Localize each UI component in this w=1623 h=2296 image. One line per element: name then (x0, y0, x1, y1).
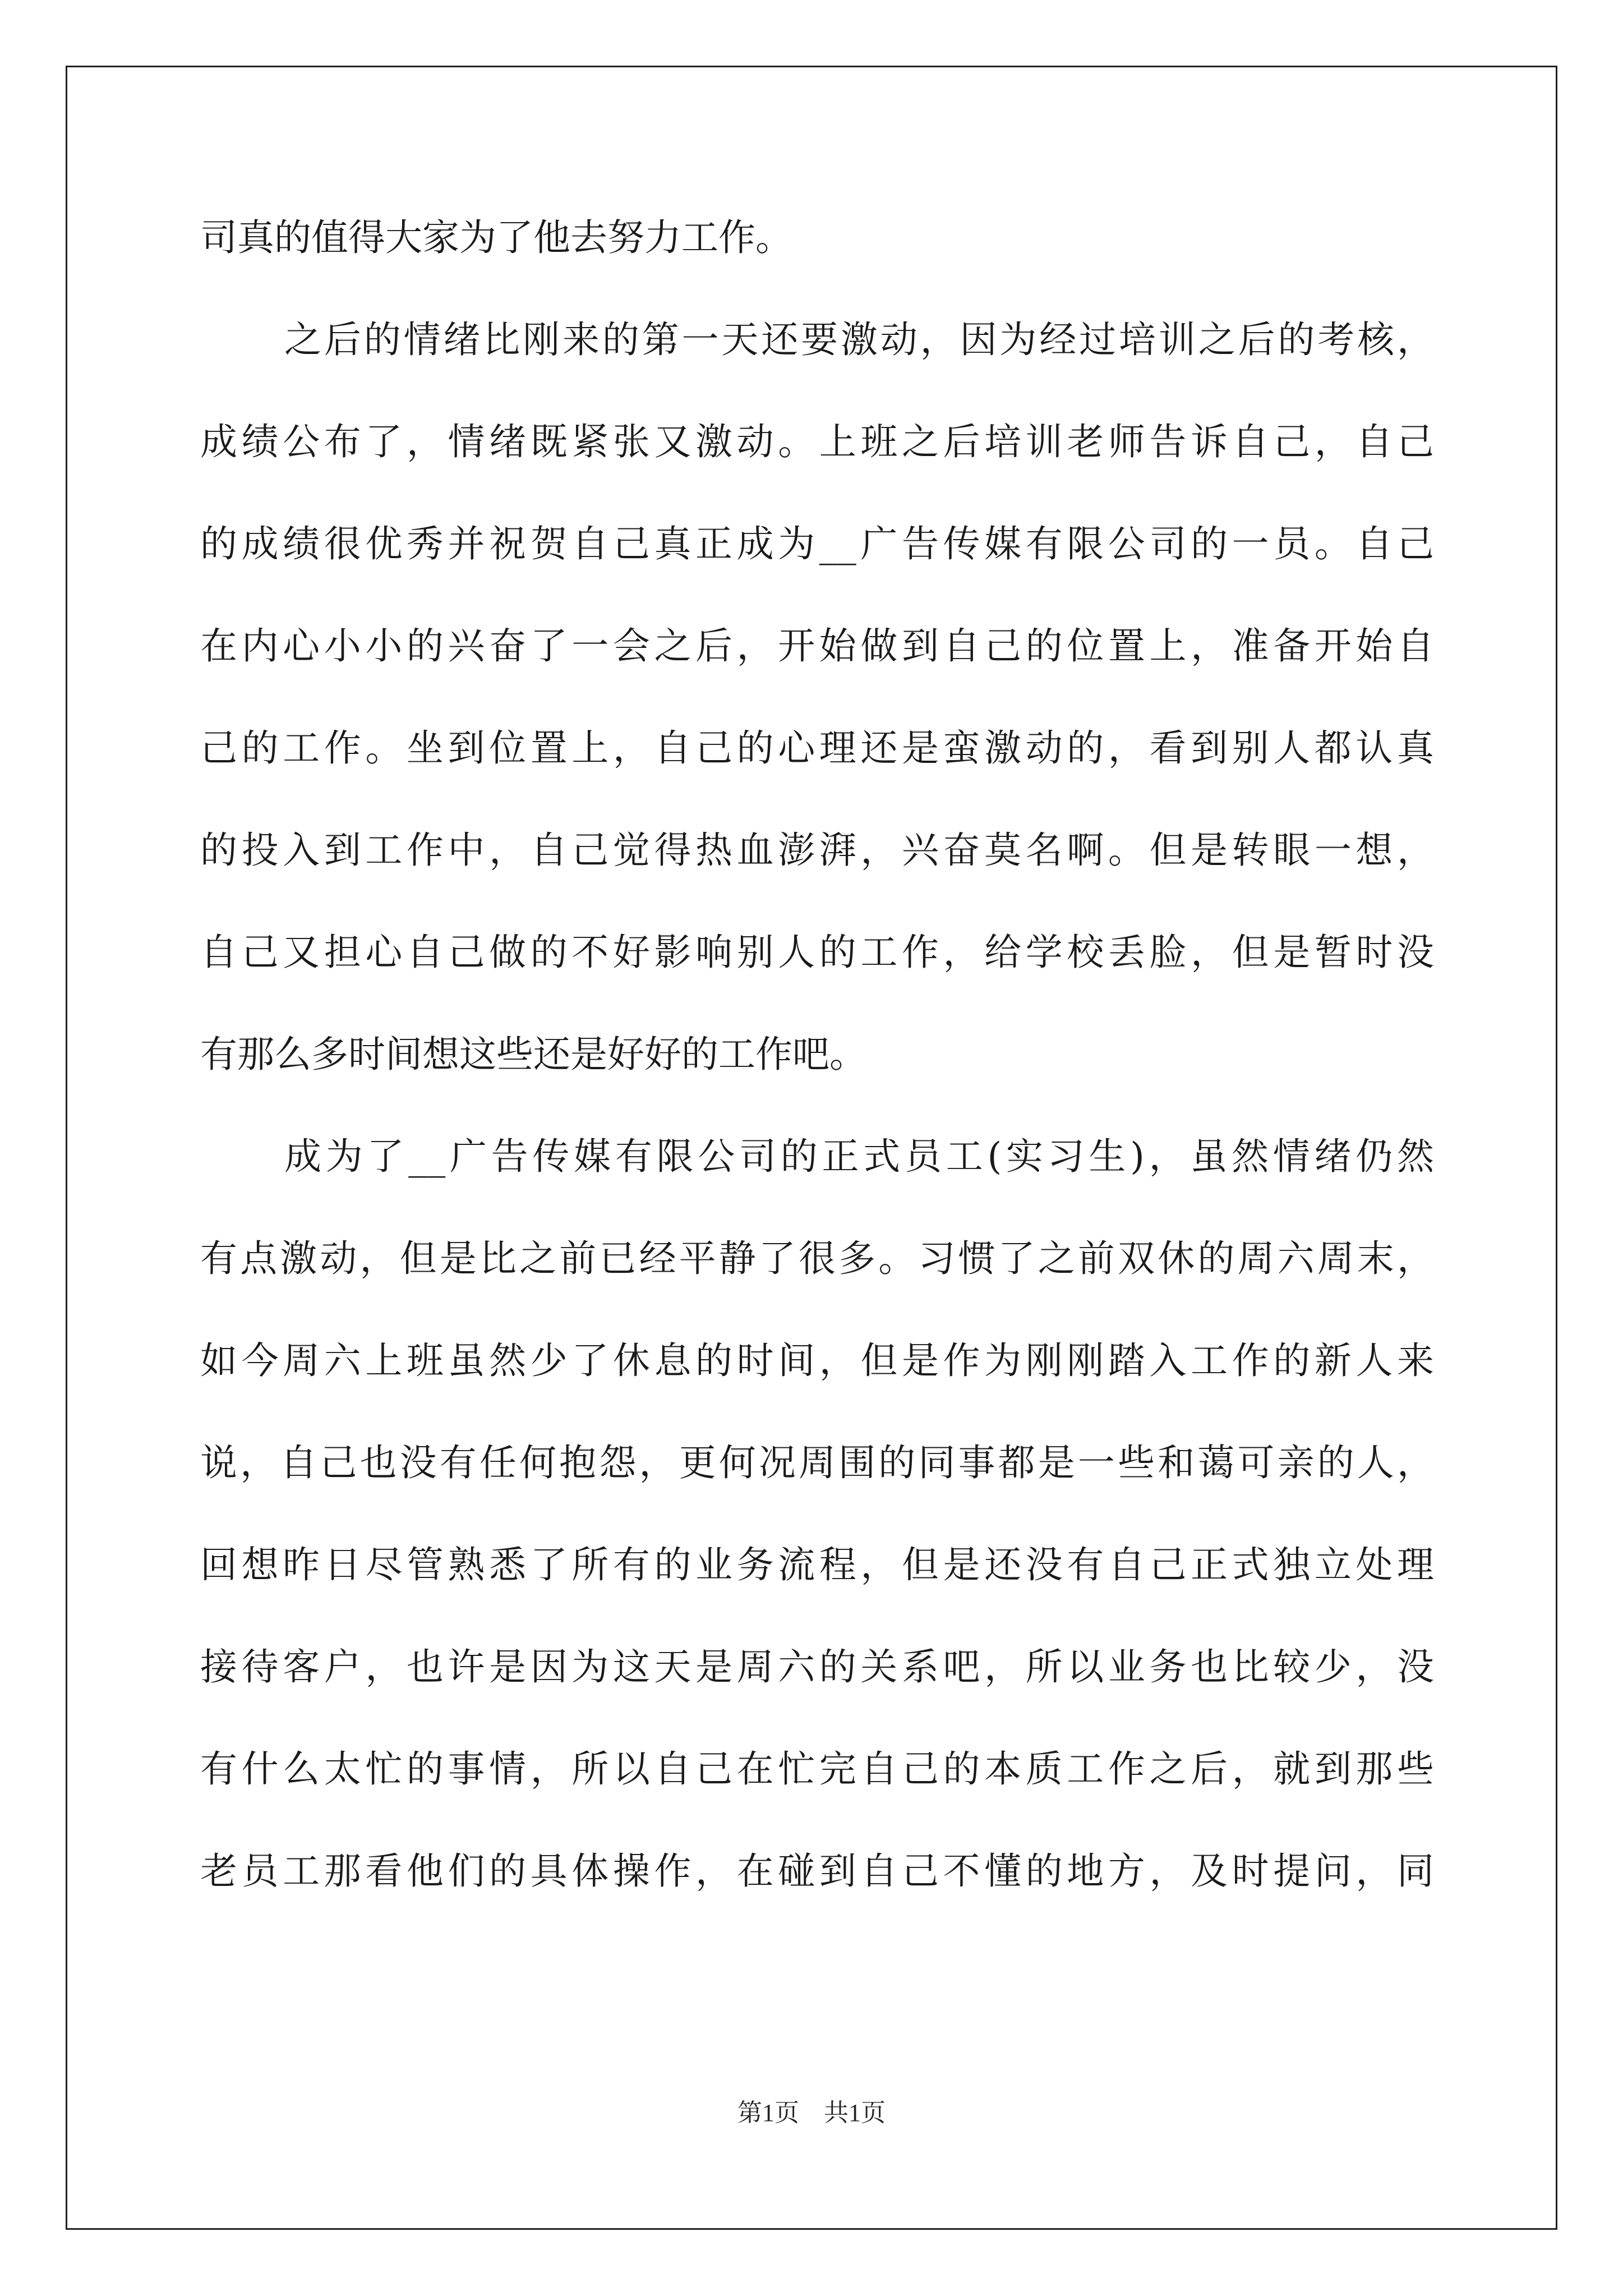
text-line: 回想昨日尽管熟悉了所有的业务流程，但是还没有自己正式独立处理 (200, 1543, 1434, 1586)
text-line: 在内心小小的兴奋了一会之后，开始做到自己的位置上，准备开始自 (200, 624, 1434, 668)
text-line: 的成绩很优秀并祝贺自己真正成为__广告传媒有限公司的一员。自己 (200, 522, 1434, 565)
text-line: 己的工作。坐到位置上，自己的心理还是蛮激动的，看到别人都认真 (200, 726, 1434, 770)
paragraph-start-line: 成为了__广告传媒有限公司的正式员工(实习生)，虽然情绪仍然 (284, 1135, 1434, 1178)
text-line: 有点激动，但是比之前已经平静了很多。习惯了之前双休的周六周末， (200, 1237, 1434, 1280)
page-footer: 第1页 共1页 (737, 2099, 886, 2127)
document-body (200, 210, 1434, 1946)
text-line: 自己又担心自己做的不好影响别人的工作，给学校丢脸，但是暂时没 (200, 931, 1434, 974)
text-line: 有那么多时间想这些还是好好的工作吧。 (200, 1033, 866, 1076)
text-line: 有什么太忙的事情，所以自己在忙完自己的本质工作之后，就到那些 (200, 1747, 1434, 1791)
paragraph-start-line: 之后的情绪比刚来的第一天还要激动，因为经过培训之后的考核， (284, 318, 1434, 361)
text-line: 成绩公布了，情绪既紧张又激动。上班之后培训老师告诉自己，自己 (200, 420, 1434, 463)
text-line: 接待客户，也许是因为这天是周六的关系吧，所以业务也比较少，没 (200, 1645, 1434, 1688)
text-line: 的投入到工作中，自己觉得热血澎湃，兴奋莫名啊。但是转眼一想， (200, 829, 1434, 872)
text-line: 老员工那看他们的具体操作，在碰到自己不懂的地方，及时提问，同 (200, 1849, 1434, 1893)
text-line: 司真的值得大家为了他去努力工作。 (200, 216, 792, 259)
text-line: 如今周六上班虽然少了休息的时间，但是作为刚刚踏入工作的新人来 (200, 1339, 1434, 1382)
text-line: 说，自己也没有任何抱怨，更何况周围的同事都是一些和蔼可亲的人， (200, 1441, 1434, 1484)
